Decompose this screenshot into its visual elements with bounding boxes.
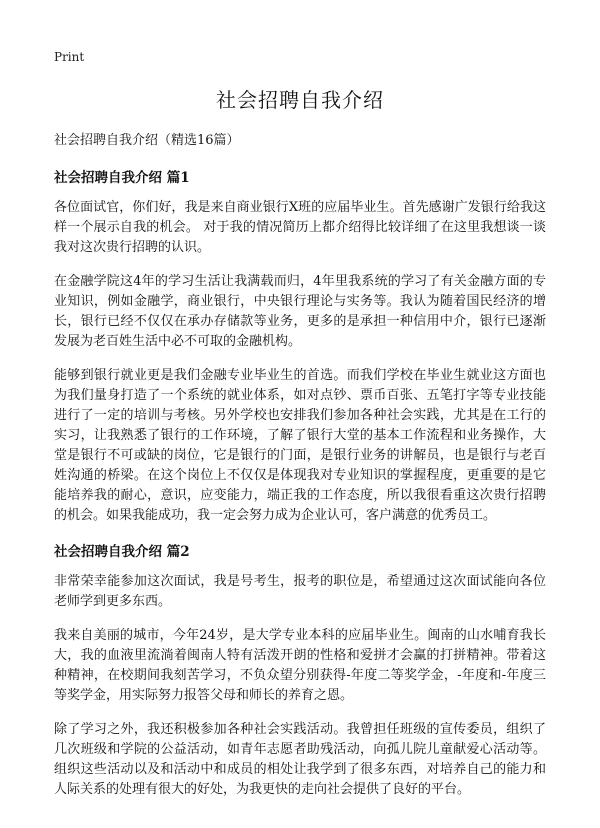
paragraph: 非常荣幸能参加这次面试，我是号考生，报考的职位是，希望通过这次面试能向各位老师学到更多东西。 [54,574,546,609]
paragraph: 除了学习之外，我还积极参加各种社会实践活动。我曾担任班级的宣传委员，组织了几次班级和学院的公益活动，如青年志愿者助残活动，向孤儿院儿童献爱心活动等。组织这些活动以及和活动中和成员的相处让我学到了很多东西，对培养自己的能力和人际关系的处理有很大的好处，为我更快的走向社会提供了良好的平台。 [54,722,546,797]
section-1 [54,166,546,526]
print-link[interactable]: Print [54,50,85,64]
document-subtitle: 社会招聘自我介绍（精选16篇） [54,133,240,148]
paragraph: 我来自美丽的城市，今年24岁，是大学专业本科的应届毕业生。闽南的山水哺育我长大，我的血液里流淌着闽南人特有活泼开朗的性格和爱拼才会赢的打拼精神。带着这种精神，在校期间我刻苦学习，不负众望分别获得-年度二等奖学金，-年度和-年度三等奖学金，用实际努力报答父母和师长的养育之恩。 [54,628,546,703]
paragraph: 在金融学院这4年的学习生活让我满载而归，4年里我系统的学习了有关金融方面的专业知识，例如金融学，商业银行，中央银行理论与实务等。我认为随着国民经济的增长，银行已经不仅仅在承办存储款等业务，更多的是承担一种信用中介，银行已逐渐发展为老百姓生活中必不可取的金融机构。 [54,274,546,349]
section-heading: 社会招聘自我介绍 篇1 [54,170,190,186]
paragraph: 能够到银行就业更是我们金融专业毕业生的首选。而我们学校在毕业生就业这方面也为我们量身打造了一个系统的就业体系，如对点钞、票币百张、五笔打字等专业技能进行了一定的培训与考核。另外学校也安排我们参加各种社会实践，尤其是在工行的实习，让我熟悉了银行的工作环境，了解了银行大堂的基本工作流程和业务操作，大堂是银行不可或缺的岗位，它是银行的门面，是银行业务的讲解员，也是银行与老百姓沟通的桥梁。在这个岗位上不仅仅是体现我对专业知识的掌握程度，更重要的是它能培养我的耐心，意识，应变能力，端正我的工作态度，所以我很看重这次贵行招聘的机会。如果我能成功，我一定会努力成为企业认可，客户满意的优秀员工。 [54,368,546,523]
paragraph: 各位面试官，你们好，我是来自商业银行X班的应届毕业生。首先感谢广发银行给我这样一个展示自我的机会。 对于我的情况简历上都介绍得比较详细了在这里我想谈一谈我对这次贵行招聘的认识。 [54,200,546,255]
section-heading: 社会招聘自我介绍 篇2 [54,544,190,560]
page-title: 社会招聘自我介绍 [216,88,384,112]
section-2 [54,540,546,800]
